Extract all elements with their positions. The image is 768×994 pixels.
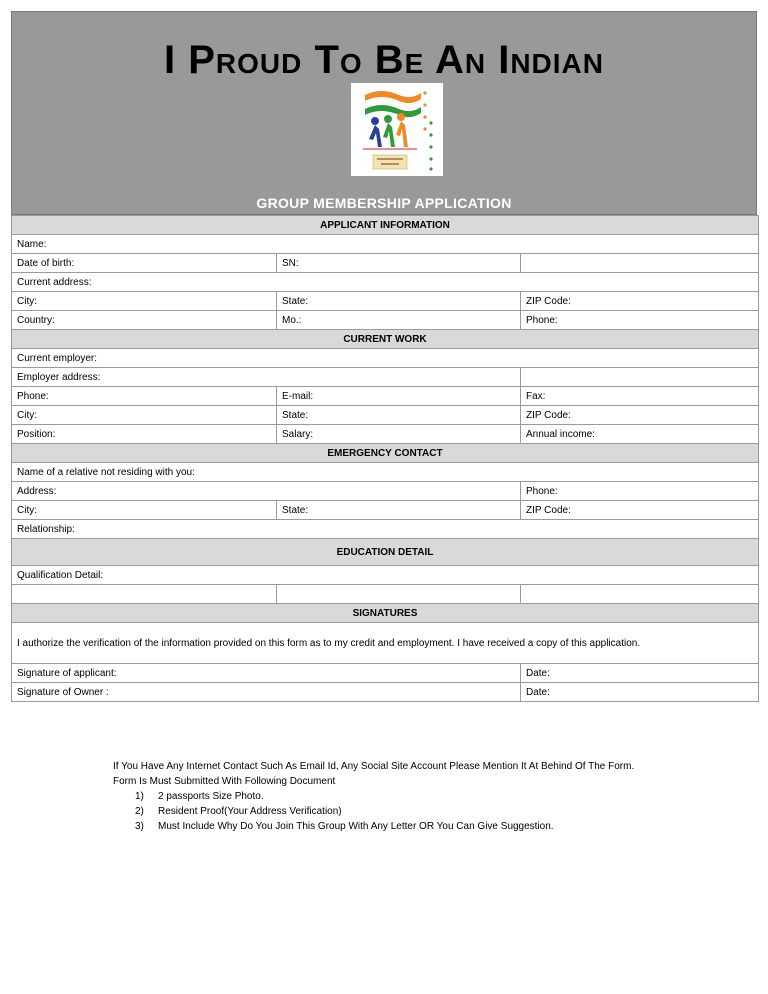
current-address-field[interactable]: Current address:	[12, 273, 759, 292]
owner-signature-field[interactable]: Signature of Owner :	[12, 683, 521, 702]
applicant-date-field[interactable]: Date:	[521, 664, 759, 683]
applicant-phone-field[interactable]: Phone:	[521, 311, 759, 330]
qualification-field[interactable]: Qualification Detail:	[12, 566, 759, 585]
employer-address-field[interactable]: Employer address:	[12, 368, 521, 387]
work-city-field[interactable]: City:	[12, 406, 277, 425]
education-blank-field-2[interactable]	[277, 585, 521, 604]
applicant-signature-field[interactable]: Signature of applicant:	[12, 664, 521, 683]
current-employer-field[interactable]: Current employer:	[12, 349, 759, 368]
applicant-section-header-row	[12, 216, 759, 235]
section-heading-emergency: EMERGENCY CONTACT	[12, 444, 759, 463]
applicant-state-field[interactable]: State:	[277, 292, 521, 311]
work-state-field[interactable]: State:	[277, 406, 521, 425]
row-authorization	[12, 623, 759, 664]
education-blank-field-1[interactable]	[12, 585, 277, 604]
relative-name-field[interactable]: Name of a relative not residing with you:	[12, 463, 759, 482]
applicant-zip-field[interactable]: ZIP Code:	[521, 292, 759, 311]
row-employer-address	[12, 368, 759, 387]
name-field[interactable]: Name:	[12, 235, 759, 254]
row-work-city	[12, 406, 759, 425]
list-item	[113, 819, 673, 834]
emergency-phone-field[interactable]: Phone:	[521, 482, 759, 501]
date-of-birth-field[interactable]: Date of birth:	[12, 254, 277, 273]
emergency-zip-field[interactable]: ZIP Code:	[521, 501, 759, 520]
list-item-text: Resident Proof(Your Address Verification)	[158, 806, 342, 817]
internet-contact-note: If You Have Any Internet Contact Such As Email Id, Any Social Site Account Please Mention It At Behind Of The Form.	[113, 761, 635, 772]
list-item-number: 2)	[135, 806, 144, 817]
employer-address-blank-field[interactable]	[521, 368, 759, 387]
work-email-field[interactable]: E-mail:	[277, 387, 521, 406]
country-field[interactable]: Country:	[12, 311, 277, 330]
list-item-text: 2 passports Size Photo.	[158, 791, 264, 802]
form-header	[11, 11, 757, 215]
owner-date-field[interactable]: Date:	[521, 683, 759, 702]
section-heading-signatures: SIGNATURES	[12, 604, 759, 623]
section-heading-work: CURRENT WORK	[12, 330, 759, 349]
emergency-city-field[interactable]: City:	[12, 501, 277, 520]
page-title: I Proud To Be An Indian	[164, 38, 604, 82]
sn-field[interactable]: SN:	[277, 254, 521, 273]
relationship-field[interactable]: Relationship:	[12, 520, 759, 539]
row-employer	[12, 349, 759, 368]
work-fax-field[interactable]: Fax:	[521, 387, 759, 406]
list-item-number: 3)	[135, 821, 144, 832]
logo-graphic	[351, 83, 443, 176]
row-relationship	[12, 520, 759, 539]
emergency-state-field[interactable]: State:	[277, 501, 521, 520]
work-phone-field[interactable]: Phone:	[12, 387, 277, 406]
row-dob	[12, 254, 759, 273]
authorization-statement: I authorize the verification of the information provided on this form as to my credit and employment. I have received a copy of this application.	[12, 623, 759, 664]
education-blank-field-3[interactable]	[521, 585, 759, 604]
row-applicant-city	[12, 292, 759, 311]
salary-field[interactable]: Salary:	[277, 425, 521, 444]
section-heading-education: EDUCATION DETAIL	[12, 539, 759, 566]
row-relative	[12, 463, 759, 482]
documents-note: Form Is Must Submitted With Following Document	[113, 776, 336, 787]
section-heading-applicant: APPLICANT INFORMATION	[12, 216, 759, 235]
education-section-header-row	[12, 539, 759, 566]
row-current-address	[12, 273, 759, 292]
youth-india-logo	[351, 83, 443, 176]
row-emergency-address	[12, 482, 759, 501]
emergency-address-field[interactable]: Address:	[12, 482, 521, 501]
annual-income-field[interactable]: Annual income:	[521, 425, 759, 444]
row-work-phone	[12, 387, 759, 406]
dob-blank-field[interactable]	[521, 254, 759, 273]
row-qualification	[12, 566, 759, 585]
row-applicant-country	[12, 311, 759, 330]
work-zip-field[interactable]: ZIP Code:	[521, 406, 759, 425]
row-emergency-city	[12, 501, 759, 520]
list-item-text: Must Include Why Do You Join This Group With Any Letter OR You Can Give Suggestion.	[158, 821, 554, 832]
work-section-header-row	[12, 330, 759, 349]
list-item	[113, 789, 673, 804]
required-documents-list	[113, 789, 673, 834]
row-owner-signature	[12, 683, 759, 702]
mobile-field[interactable]: Mo.:	[277, 311, 521, 330]
applicant-city-field[interactable]: City:	[12, 292, 277, 311]
row-education-blank	[12, 585, 759, 604]
position-field[interactable]: Position:	[12, 425, 277, 444]
submission-notes	[113, 759, 673, 834]
signatures-section-header-row	[12, 604, 759, 623]
row-position	[12, 425, 759, 444]
form-subtitle: GROUP MEMBERSHIP APPLICATION	[256, 195, 512, 211]
emergency-section-header-row	[12, 444, 759, 463]
list-item-number: 1)	[135, 791, 144, 802]
row-applicant-signature	[12, 664, 759, 683]
application-form-table	[11, 215, 759, 702]
list-item	[113, 804, 673, 819]
row-name	[12, 235, 759, 254]
